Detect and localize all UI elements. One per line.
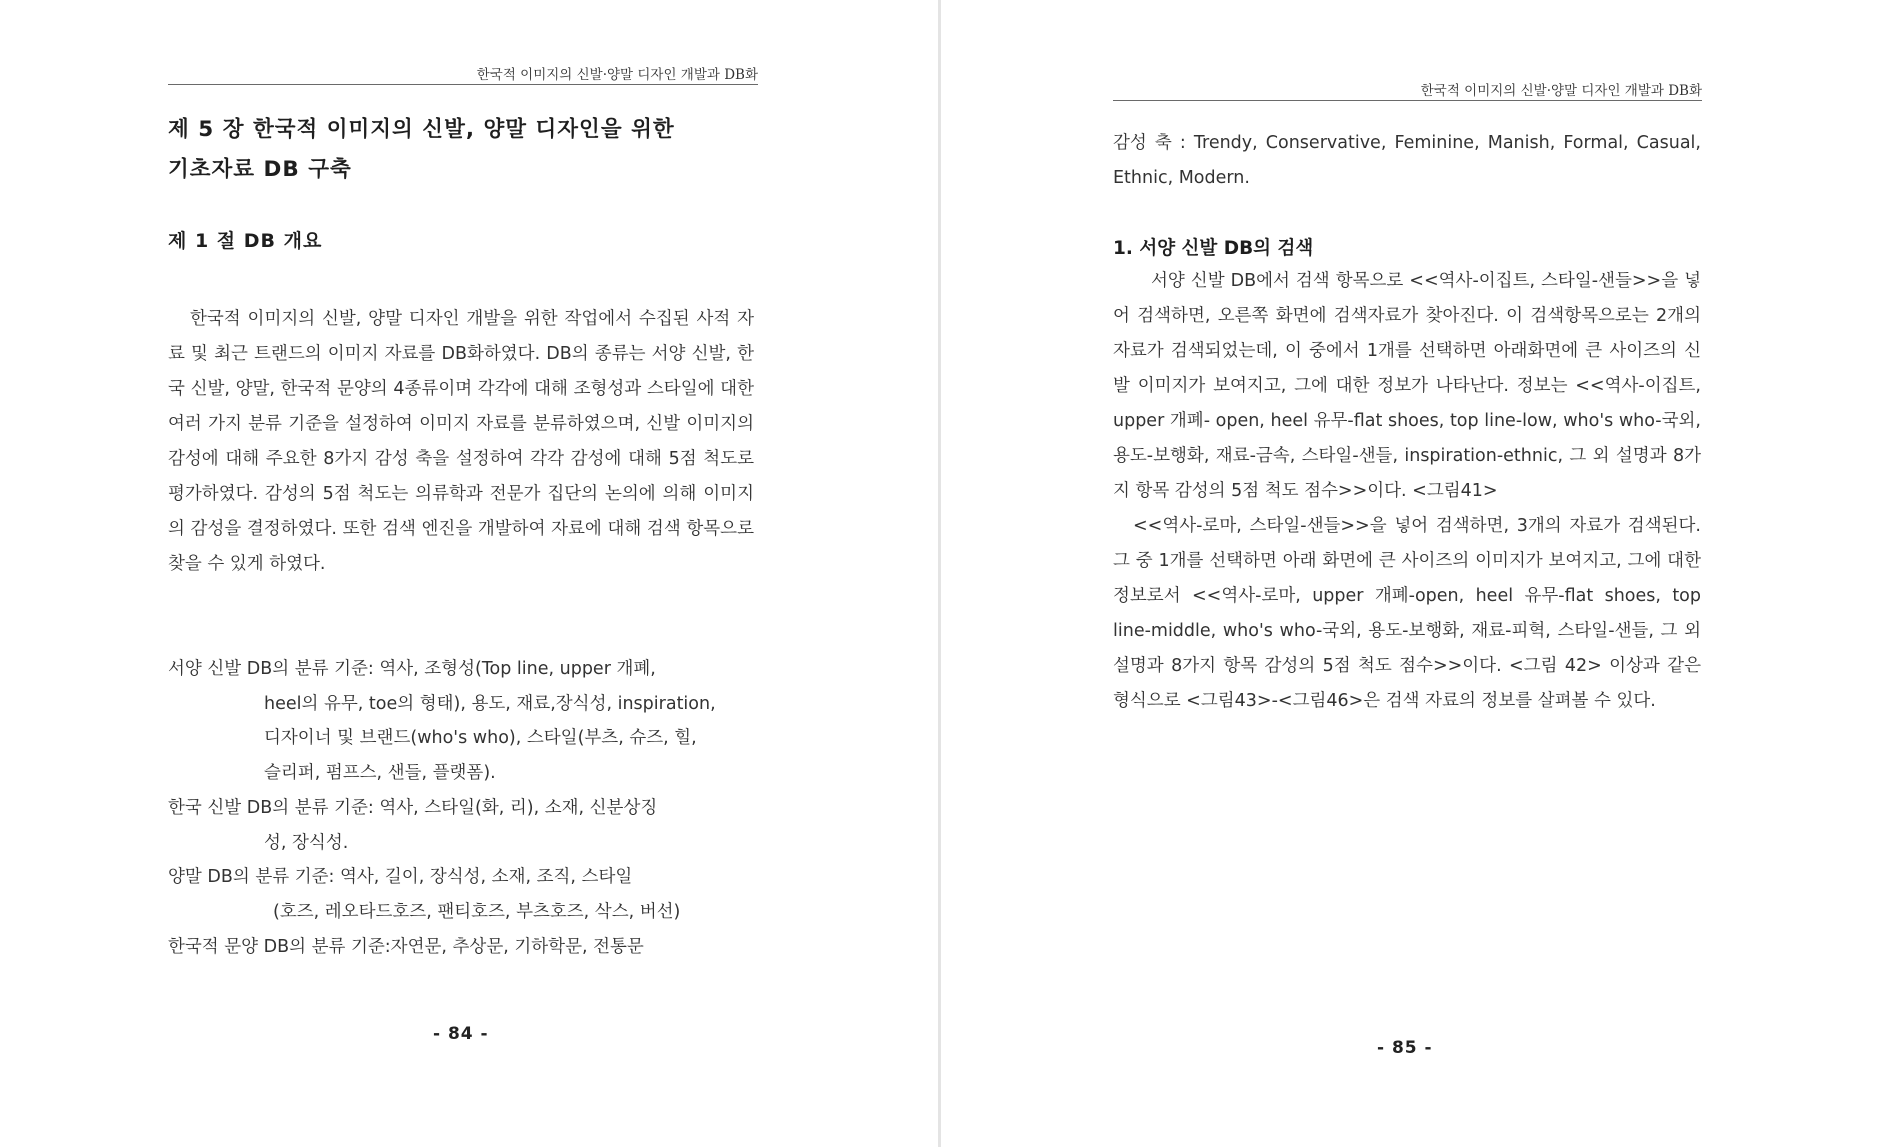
classification-lead: 한국 신발 DB의 분류 기준: 역사, 스타일(화, 리), 소재, 신분상징 [168, 797, 658, 818]
classification-lead: 양말 DB의 분류 기준: 역사, 길이, 장식성, 소재, 조직, 스타일 [168, 867, 633, 888]
classification-korean-patterns [168, 930, 768, 965]
subsection-title: 1. 서양 신발 DB의 검색 [1113, 238, 1314, 259]
chapter-title [168, 110, 768, 190]
classification-lead: 서양 신발 DB의 분류 기준: 역사, 조형성(Top line, upper 개폐, [168, 659, 656, 679]
classification-continuation: 디자이너 및 브랜드(who's who), 스타일(부츠, 슈즈, 힐, [264, 728, 697, 749]
classification-continuation: heel의 유무, toe의 형태), 용도, 재료,장식성, inspiration, [264, 693, 716, 714]
search-description [1113, 264, 1701, 719]
running-header: 한국적 이미지의 신발·양말 디자인 개발과 DB화 [1113, 79, 1702, 101]
classification-korean-shoes [168, 791, 768, 860]
classification-lead: 한국적 문양 DB의 분류 기준:자연문, 추상문, 기하학문, 전통문 [168, 936, 644, 957]
classification-western-shoes [168, 652, 768, 791]
intro-paragraph [168, 302, 754, 582]
classification-continuation: 성, 장식성. [264, 832, 349, 853]
classification-list [168, 652, 768, 964]
chapter-title-line-2: 기초자료 DB 구축 [168, 157, 352, 182]
classification-socks [168, 860, 768, 929]
running-header: 한국적 이미지의 신발·양말 디자인 개발과 DB화 [168, 63, 758, 85]
left-page [0, 0, 938, 1147]
chapter-title-line-1: 제 5 장 한국적 이미지의 신발, 양말 디자인을 위한 [168, 117, 675, 142]
classification-continuation: 슬리퍼, 펌프스, 샌들, 플랫폼). [264, 763, 496, 784]
page-number: - 85 - [1377, 1038, 1433, 1058]
emotion-axis-text: 감성 축 : Trendy, Conservative, Feminine, Manish, Formal, Casual, Ethnic, Modern. [1113, 133, 1701, 188]
classification-continuation: (호즈, 레오타드호즈, 팬티호즈, 부츠호즈, 삭스, 버선) [273, 901, 681, 922]
search-paragraph-1: 서양 신발 DB에서 검색 항목으로 <<역사-이집트, 스타일-샌들>>을 넣어 검색하면, 오른쪽 화면에 검색자료가 찾아진다. 이 검색항목으로는 2개의 자료가 검색되었는데, 이 중에서 1개를 선택하면 아래화면에 큰 사이즈의 신발 이미지가 보여지고, 그에 대한 정보가 나타난다. 정보는 <<역사-이집트, upper 개폐- open, heel 유무-flat shoes, top line-low, who's who-국외, 용도-보행화, 재료-금속, 스타일-샌들, inspiration-ethnic, 그 외 설명과 8가지 항목 감성의 5점 척도 점수>>이다. <그림41> [1113, 271, 1701, 501]
intro-paragraph-text: 한국적 이미지의 신발, 양말 디자인 개발을 위한 작업에서 수집된 사적 자료 및 최근 트랜드의 이미지 자료를 DB화하였다. DB의 종류는 서양 신발, 한국 신발, 양말, 한국적 문양의 4종류이며 각각에 대해 조형성과 스타일에 대한 여러 가지 분류 기준을 설정하여 이미지 자료를 분류하였으며, 신발 이미지의 감성에 대해 주요한 8가지 감성 축을 설정하여 각각 감성에 대해 5점 척도로 평가하였다. 감성의 5점 척도는 의류학과 전문가 집단의 논의에 의해 이미지의 감성을 결정하였다. 또한 검색 엔진을 개발하여 자료에 대해 검색 항목으로 찾을 수 있게 하였다. [168, 309, 754, 574]
right-page [941, 0, 1878, 1147]
search-paragraph-2: <<역사-로마, 스타일-샌들>>을 넣어 검색하면, 3개의 자료가 검색된다. 그 중 1개를 선택하면 아래 화면에 큰 사이즈의 이미지가 보여지고, 그에 대한 정보로서 <<역사-로마, upper 개폐-open, heel 유무-flat shoes, top line-middle, who's who-국외, 용도-보행화, 재료-피혁, 스타일-샌들, 그 외 설명과 8가지 항목 감성의 5점 척도 점수>>이다. <그림 42> 이상과 같은 형식으로 <그림43>-<그림46>은 검색 자료의 정보를 살펴볼 수 있다. [1113, 516, 1701, 711]
page-number: - 84 - [433, 1024, 489, 1044]
section-title: 제 1 절 DB 개요 [168, 230, 323, 252]
